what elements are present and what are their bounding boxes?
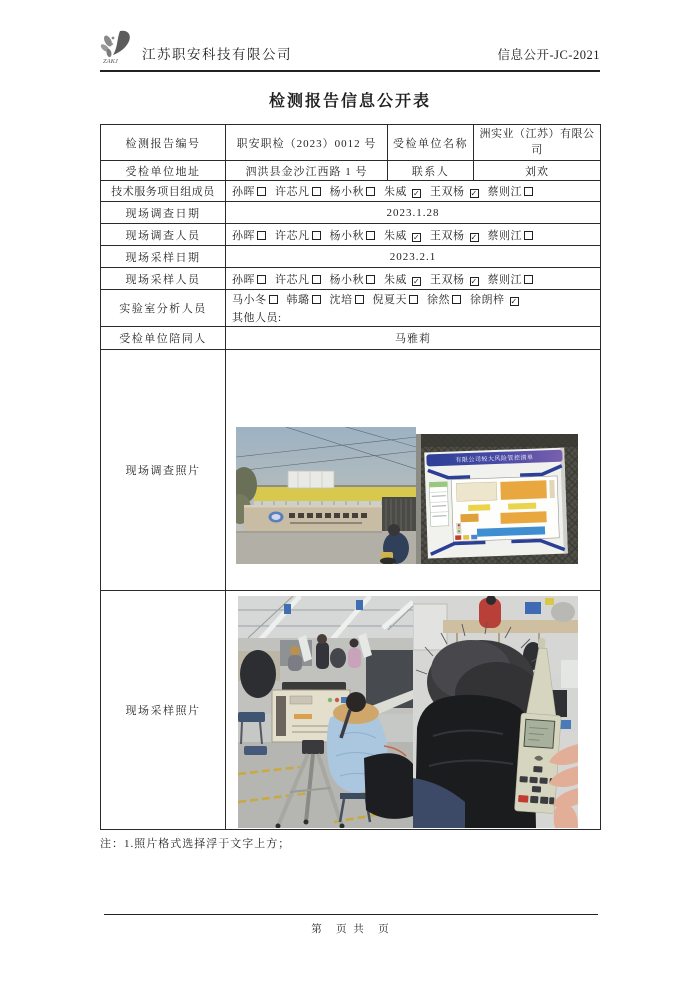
checkbox-empty-icon bbox=[269, 295, 278, 304]
company-logo-icon bbox=[100, 30, 138, 64]
unit-name-label: 受检单位名称 bbox=[388, 125, 474, 161]
checkbox-empty-icon bbox=[312, 187, 321, 196]
sampling-photos bbox=[226, 592, 600, 828]
escort-label: 受检单位陪同人 bbox=[101, 327, 226, 350]
member-item bbox=[427, 294, 461, 306]
footnote: 注：1.照片格式选择浮于文字上方； bbox=[100, 838, 291, 850]
survey-staff-members bbox=[226, 224, 601, 246]
member-item bbox=[275, 186, 321, 198]
checkbox-checked-icon: ✓ bbox=[470, 232, 478, 242]
member-name: 蔡则江 bbox=[487, 273, 522, 286]
board-title-text: 有限公司较大风险管控清单 bbox=[455, 454, 534, 464]
member-name: 孙晖 bbox=[232, 229, 255, 242]
checkbox-empty-icon bbox=[524, 231, 533, 240]
checkbox-empty-icon bbox=[452, 295, 461, 304]
member-item bbox=[330, 294, 364, 306]
table-row bbox=[101, 181, 601, 202]
sampling-staff-label: 现场采样人员 bbox=[101, 268, 226, 290]
sampling-photo-workshop bbox=[238, 596, 413, 828]
member-name: 孙晖 bbox=[232, 273, 255, 286]
page-number-text: 第 页 共 页 bbox=[311, 924, 391, 935]
sampling-date-label: 现场采样日期 bbox=[101, 246, 226, 268]
checkbox-checked-icon: ✓ bbox=[413, 189, 421, 198]
table-row bbox=[101, 290, 601, 327]
unit-name-value: 洲实业（江苏）有限公司 bbox=[474, 125, 601, 161]
member-item bbox=[275, 230, 321, 242]
member-item bbox=[384, 274, 421, 286]
member-name: 蔡则江 bbox=[487, 186, 522, 198]
checkbox-checked-icon: ✓ bbox=[470, 276, 478, 286]
sampling-photo-noise-meter bbox=[413, 596, 578, 828]
checkbox-empty-icon bbox=[312, 275, 321, 284]
page-title: 检测报告信息公开表 bbox=[268, 93, 431, 110]
member-name: 倪夏天 bbox=[372, 294, 407, 306]
checkbox-empty-icon bbox=[524, 187, 533, 196]
logo-text: ZAKJ bbox=[103, 58, 118, 64]
checkbox-checked-icon: ✓ bbox=[413, 276, 421, 286]
risk-board bbox=[424, 447, 568, 558]
member-name: 王双杨 bbox=[430, 229, 465, 242]
checkbox-empty-icon bbox=[257, 187, 266, 196]
member-item bbox=[384, 230, 421, 242]
member-name: 朱威 bbox=[384, 186, 407, 198]
checkbox-empty-icon bbox=[355, 295, 364, 304]
contact-label: 联系人 bbox=[388, 161, 474, 181]
survey-photos bbox=[226, 377, 600, 564]
member-name: 韩璐 bbox=[286, 294, 310, 306]
member-item bbox=[488, 186, 534, 198]
page-content bbox=[100, 30, 600, 851]
sampling-photos-cell bbox=[226, 591, 601, 830]
table-row bbox=[101, 591, 601, 830]
member-item bbox=[384, 186, 421, 198]
member-name: 朱威 bbox=[384, 273, 407, 286]
checkbox-checked-icon: ✓ bbox=[510, 297, 518, 306]
member-name: 王双杨 bbox=[430, 273, 465, 286]
survey-photo-risk-board bbox=[416, 434, 578, 564]
team-members bbox=[226, 181, 601, 202]
checkbox-empty-icon bbox=[312, 231, 321, 240]
checkbox-empty-icon bbox=[366, 275, 375, 284]
member-item bbox=[330, 186, 376, 198]
company-name: 江苏职安科技有限公司 bbox=[142, 47, 292, 62]
lab-staff-members bbox=[232, 291, 594, 307]
garment-pile bbox=[364, 753, 413, 819]
report-no-value: 职安职检（2023）0012 号 bbox=[226, 125, 388, 161]
member-name: 许芯凡 bbox=[275, 186, 310, 198]
survey-date-label: 现场调查日期 bbox=[101, 202, 226, 224]
survey-photo-factory-gate bbox=[236, 427, 416, 564]
member-item bbox=[232, 274, 266, 286]
member-item bbox=[373, 294, 419, 306]
survey-date-value: 2023.1.28 bbox=[226, 202, 601, 224]
page-header bbox=[100, 30, 600, 64]
table-row bbox=[101, 268, 601, 290]
member-item bbox=[330, 230, 376, 242]
member-item bbox=[287, 294, 321, 306]
member-name: 孙晖 bbox=[232, 186, 255, 198]
member-name: 徐然 bbox=[427, 294, 450, 306]
table-row bbox=[101, 327, 601, 350]
checkbox-empty-icon bbox=[312, 295, 321, 304]
member-name: 王双杨 bbox=[430, 186, 465, 198]
unit-address-value: 泗洪县金沙江西路 1 号 bbox=[226, 161, 388, 181]
member-item bbox=[232, 186, 266, 198]
member-name: 许芯凡 bbox=[275, 229, 310, 242]
member-name: 朱威 bbox=[384, 229, 407, 242]
member-name: 徐朗梓 bbox=[470, 294, 505, 306]
disclosure-form-table bbox=[100, 124, 601, 830]
table-row bbox=[101, 246, 601, 268]
survey-staff-label: 现场调查人员 bbox=[101, 224, 226, 246]
checkbox-empty-icon bbox=[409, 295, 418, 304]
checkbox-checked-icon: ✓ bbox=[413, 232, 421, 242]
member-item bbox=[232, 294, 278, 306]
member-name: 马小冬 bbox=[232, 294, 267, 306]
member-item bbox=[275, 274, 321, 286]
sampling-date-value: 2023.2.1 bbox=[226, 246, 601, 268]
sampling-photos-label: 现场采样照片 bbox=[101, 591, 226, 830]
member-item bbox=[488, 230, 534, 242]
wall-sign-text bbox=[289, 513, 367, 518]
table-row bbox=[101, 161, 601, 181]
member-item bbox=[430, 230, 479, 242]
member-name: 杨小秋 bbox=[329, 229, 364, 242]
checkbox-empty-icon bbox=[366, 187, 375, 196]
lab-staff-cell bbox=[226, 290, 601, 327]
escort-value: 马雅莉 bbox=[226, 327, 601, 350]
member-item bbox=[430, 274, 479, 286]
checkbox-empty-icon bbox=[524, 275, 533, 284]
member-item bbox=[430, 186, 479, 198]
member-name: 杨小秋 bbox=[329, 273, 364, 286]
report-no-label: 检测报告编号 bbox=[101, 125, 226, 161]
survey-photos-label: 现场调查照片 bbox=[101, 350, 226, 591]
member-name: 许芯凡 bbox=[275, 273, 310, 286]
member-name: 杨小秋 bbox=[329, 186, 364, 198]
page-footer bbox=[104, 914, 598, 936]
table-row bbox=[101, 202, 601, 224]
member-name: 蔡则江 bbox=[487, 229, 522, 242]
contact-value: 刘欢 bbox=[474, 161, 601, 181]
table-row bbox=[101, 125, 601, 161]
document-code: 信息公开-JC-2021 bbox=[497, 48, 600, 62]
table-row bbox=[101, 224, 601, 246]
member-item bbox=[232, 230, 266, 242]
checkbox-empty-icon bbox=[257, 275, 266, 284]
table-row bbox=[101, 350, 601, 591]
team-label: 技术服务项目组成员 bbox=[101, 181, 226, 202]
lab-other-label: 其他人员: bbox=[232, 312, 282, 324]
member-item bbox=[330, 274, 376, 286]
member-name: 沈培 bbox=[329, 294, 353, 306]
lab-staff-label: 实验室分析人员 bbox=[101, 290, 226, 327]
checkbox-checked-icon: ✓ bbox=[470, 189, 478, 198]
sampling-staff-members bbox=[226, 268, 601, 290]
survey-photos-cell bbox=[226, 350, 601, 591]
header-left bbox=[100, 30, 292, 64]
checkbox-empty-icon bbox=[257, 231, 266, 240]
member-item bbox=[470, 294, 519, 306]
unit-address-label: 受检单位地址 bbox=[101, 161, 226, 181]
rooftop-structure bbox=[288, 471, 334, 488]
member-item bbox=[488, 274, 534, 286]
checkbox-empty-icon bbox=[366, 231, 375, 240]
header-rule bbox=[100, 70, 600, 72]
